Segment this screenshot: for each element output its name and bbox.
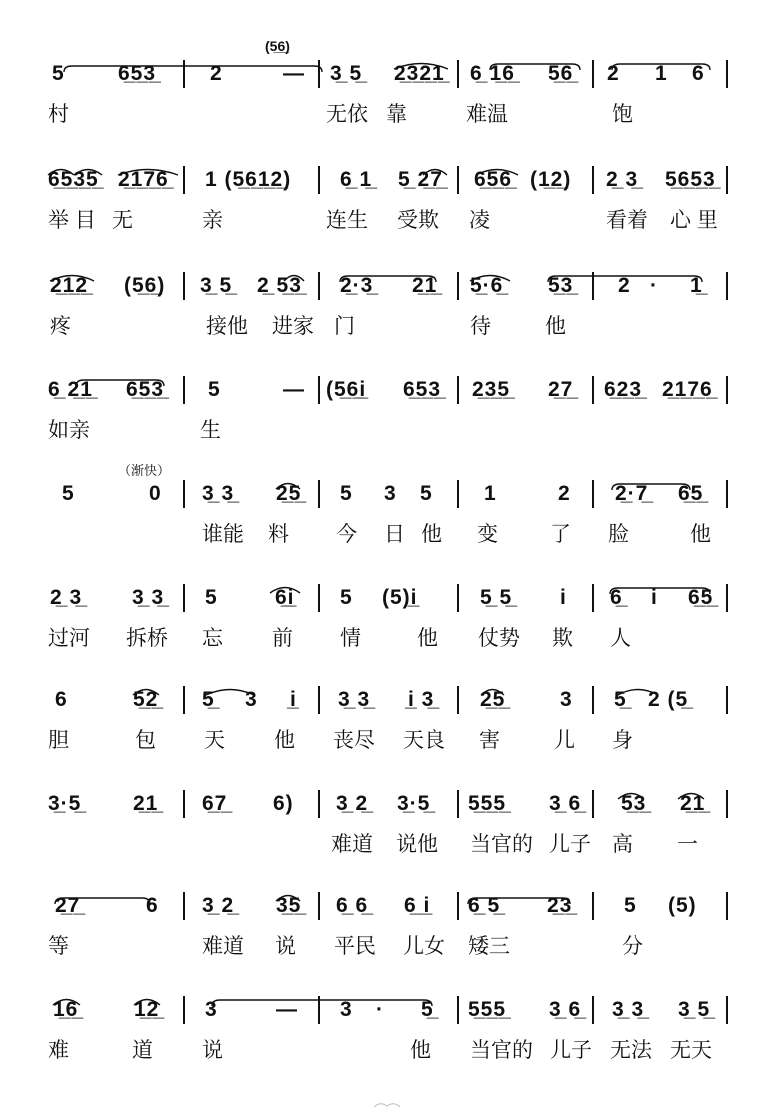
lyric-syllable: 他 bbox=[274, 729, 295, 752]
note-group: 6̲ 1̲ bbox=[340, 168, 373, 191]
lyric-row bbox=[0, 416, 772, 452]
barline bbox=[457, 686, 459, 714]
note-group: 6̲ i̲ bbox=[404, 894, 431, 917]
score-system bbox=[0, 356, 772, 462]
barline bbox=[183, 166, 185, 194]
note-group: 5 bbox=[62, 482, 75, 505]
note-group: — bbox=[283, 378, 305, 401]
lyric-syllable: 凌 bbox=[469, 209, 490, 232]
barline bbox=[592, 480, 594, 508]
note-group: 5 bbox=[340, 482, 353, 505]
note-group: 5̲6̲5̲3̲ bbox=[665, 168, 716, 191]
tempo-marking: （渐快） bbox=[118, 463, 171, 478]
barline bbox=[318, 480, 320, 508]
lyric-syllable: 受欺 bbox=[397, 209, 439, 232]
note-group: 3 bbox=[205, 998, 218, 1021]
page-footer-ornament bbox=[372, 1100, 402, 1110]
barline bbox=[183, 480, 185, 508]
lyric-syllable: 村 bbox=[48, 103, 69, 126]
note-group: 1 bbox=[484, 482, 497, 505]
barline bbox=[183, 790, 185, 818]
barline bbox=[457, 480, 459, 508]
note-group: 6̲5̲3̲ bbox=[118, 62, 157, 85]
barline bbox=[457, 996, 459, 1024]
lyric-syllable: 他 bbox=[421, 523, 442, 546]
lyric-syllable: 生 bbox=[200, 419, 221, 442]
note-group: 2 (5̲ bbox=[648, 688, 689, 711]
lyric-syllable: 儿子 bbox=[549, 833, 591, 856]
lyric-syllable: 无依 bbox=[326, 103, 368, 126]
lyric-syllable: 接他 bbox=[206, 315, 248, 338]
barline bbox=[318, 584, 320, 612]
barline bbox=[457, 790, 459, 818]
lyric-syllable: 难道 bbox=[202, 935, 244, 958]
note-group: 6̲ 1̲6̲ bbox=[470, 62, 515, 85]
lyric-syllable: 分 bbox=[622, 935, 643, 958]
lyric-syllable: 矮三 bbox=[468, 935, 510, 958]
lyric-syllable: 儿子 bbox=[550, 1039, 592, 1062]
lyric-syllable: 难道 bbox=[331, 833, 373, 856]
lyric-syllable: 身 bbox=[612, 729, 633, 752]
barline bbox=[318, 166, 320, 194]
note-group: 5̲ bbox=[614, 688, 627, 711]
barline bbox=[318, 686, 320, 714]
lyric-syllable: 当官的 bbox=[470, 1039, 533, 1062]
barline bbox=[592, 584, 594, 612]
notation-row bbox=[0, 976, 772, 1036]
note-group: 5 bbox=[340, 586, 353, 609]
notation-row bbox=[0, 40, 772, 100]
note-group: 6 bbox=[146, 894, 159, 917]
lyric-syllable: 忘 bbox=[202, 627, 223, 650]
notation-row bbox=[0, 356, 772, 416]
lyric-syllable: 日 bbox=[384, 523, 405, 546]
note-group: 3̲ 5̲ bbox=[200, 274, 233, 297]
lyric-syllable: 欺 bbox=[552, 627, 573, 650]
note-group: 2̲·7̲ bbox=[615, 482, 649, 505]
lyric-syllable: 进家 bbox=[272, 315, 314, 338]
barline bbox=[592, 892, 594, 920]
barline bbox=[183, 60, 185, 88]
note-group: 3̲ 6̲ bbox=[549, 792, 582, 815]
note-group: (5)i̲ bbox=[382, 586, 418, 609]
score-system bbox=[0, 252, 772, 358]
barline bbox=[318, 376, 320, 404]
note-group: 2̲ 3̲ bbox=[50, 586, 83, 609]
barline bbox=[726, 686, 728, 714]
note-group: 5 bbox=[420, 482, 433, 505]
barline bbox=[592, 272, 594, 300]
score-system bbox=[0, 770, 772, 876]
note-group: 3̲ 5̲ bbox=[330, 62, 363, 85]
note-group: 6̲5̲ bbox=[688, 586, 714, 609]
barline bbox=[183, 892, 185, 920]
note-group: 5 bbox=[52, 62, 65, 85]
lyric-syllable: 前 bbox=[272, 627, 293, 650]
note-group: 2̲7̲ bbox=[55, 894, 81, 917]
note-group: (5̲6̲i̲ bbox=[326, 378, 367, 401]
lyric-row bbox=[0, 100, 772, 136]
note-group: 6̲2̲3̲ bbox=[604, 378, 643, 401]
note-group: 3̲ 3̲ bbox=[338, 688, 371, 711]
note-group: 2̲1̲2̲ bbox=[50, 274, 89, 297]
note-group: (1̲2̲) bbox=[530, 168, 572, 191]
note-group: 6̲5̲3̲ bbox=[126, 378, 165, 401]
lyric-syllable: 天 bbox=[204, 729, 225, 752]
lyric-row bbox=[0, 312, 772, 348]
lyric-row bbox=[0, 520, 772, 556]
note-group: 3̲·5̲ bbox=[48, 792, 82, 815]
note-group: 6̲5̲3̲ bbox=[403, 378, 442, 401]
note-group: 5̲5̲5̲ bbox=[468, 792, 507, 815]
note-group: 2 bbox=[210, 62, 223, 85]
grace-notes: (5̲6̲) bbox=[265, 38, 290, 54]
lyric-syllable: 了 bbox=[550, 523, 571, 546]
score-system bbox=[0, 460, 772, 566]
barline bbox=[592, 376, 594, 404]
lyric-syllable: 无法 bbox=[610, 1039, 652, 1062]
lyric-syllable: 包 bbox=[135, 729, 156, 752]
slur-layer bbox=[0, 146, 772, 206]
note-group: 2̲5̲ bbox=[480, 688, 506, 711]
note-group: 3̲ 2̲ bbox=[336, 792, 369, 815]
lyric-syllable: 料 bbox=[268, 523, 289, 546]
lyric-syllable: 说他 bbox=[396, 833, 438, 856]
barline bbox=[726, 790, 728, 818]
note-group: 2̲ 3̲ bbox=[606, 168, 639, 191]
score-system bbox=[0, 872, 772, 978]
note-group: 5̲ 5̲ bbox=[480, 586, 513, 609]
note-group: 5̲2̲ bbox=[133, 688, 159, 711]
lyric-syllable: 害 bbox=[479, 729, 500, 752]
note-group: 2̲3̲ bbox=[547, 894, 573, 917]
lyric-syllable: 拆桥 bbox=[126, 627, 168, 650]
score-system bbox=[0, 146, 772, 252]
lyric-syllable: 仗势 bbox=[478, 627, 520, 650]
lyric-row bbox=[0, 624, 772, 660]
note-group: 5̲ 2̲7̲ bbox=[398, 168, 443, 191]
note-group: 2 bbox=[618, 274, 631, 297]
notation-row bbox=[0, 564, 772, 624]
barline bbox=[318, 790, 320, 818]
note-group: 5̲3̲ bbox=[621, 792, 647, 815]
lyric-syllable: 看着 bbox=[606, 209, 648, 232]
note-group: 2̲·3̲ bbox=[340, 274, 374, 297]
note-group: 5̲ bbox=[202, 688, 215, 711]
lyric-syllable: 无 bbox=[112, 209, 133, 232]
note-group: — bbox=[283, 62, 305, 85]
barline bbox=[457, 376, 459, 404]
slur-layer bbox=[0, 976, 772, 1036]
barline bbox=[726, 892, 728, 920]
notation-row bbox=[0, 666, 772, 726]
barline bbox=[726, 376, 728, 404]
note-group: 3̲5̲ bbox=[276, 894, 302, 917]
lyric-syllable: 说 bbox=[202, 1039, 223, 1062]
score-system bbox=[0, 40, 772, 146]
note-group: 6̲ bbox=[610, 586, 623, 609]
note-group: 2̲1̲7̲6̲ bbox=[662, 378, 713, 401]
lyric-syllable: 儿 bbox=[554, 729, 575, 752]
lyric-syllable: 等 bbox=[48, 935, 69, 958]
lyric-syllable: 说 bbox=[275, 935, 296, 958]
score-system bbox=[0, 564, 772, 670]
note-group: 3 bbox=[384, 482, 397, 505]
note-group: (5̲6̲) bbox=[124, 274, 166, 297]
lyric-syllable: 连生 bbox=[326, 209, 368, 232]
note-group: 6̲5̲ bbox=[678, 482, 704, 505]
lyric-syllable: 疼 bbox=[50, 315, 71, 338]
barline bbox=[592, 166, 594, 194]
barline bbox=[457, 584, 459, 612]
barline bbox=[726, 272, 728, 300]
lyric-syllable: 丧尽 bbox=[333, 729, 375, 752]
notation-row bbox=[0, 460, 772, 520]
note-group: 3 bbox=[245, 688, 258, 711]
lyric-row bbox=[0, 1036, 772, 1072]
note-group: 6̲ 5̲ bbox=[468, 894, 501, 917]
note-group: — bbox=[276, 998, 298, 1021]
lyric-syllable: 无天 bbox=[670, 1039, 712, 1062]
note-group: i bbox=[651, 586, 658, 609]
note-group: 2̲3̲5̲ bbox=[472, 378, 511, 401]
barline bbox=[183, 376, 185, 404]
lyric-syllable: 今 bbox=[336, 523, 357, 546]
notation-row bbox=[0, 252, 772, 312]
note-group: 6 bbox=[692, 62, 705, 85]
note-group: 5̲3̲ bbox=[548, 274, 574, 297]
note-group: i̲ 3̲ bbox=[408, 688, 435, 711]
lyric-syllable: 他 bbox=[417, 627, 438, 650]
note-group: 3̲ 6̲ bbox=[549, 998, 582, 1021]
lyric-syllable: 待 bbox=[470, 315, 491, 338]
notation-row bbox=[0, 770, 772, 830]
note-group: i bbox=[560, 586, 567, 609]
lyric-syllable: 难温 bbox=[466, 103, 508, 126]
lyric-syllable: 变 bbox=[477, 523, 498, 546]
note-group: 2 bbox=[607, 62, 620, 85]
barline bbox=[457, 60, 459, 88]
lyric-syllable: 难 bbox=[48, 1039, 69, 1062]
score-system bbox=[0, 666, 772, 772]
note-group: 2̲1̲7̲6̲ bbox=[118, 168, 169, 191]
barline bbox=[318, 996, 320, 1024]
barline bbox=[183, 584, 185, 612]
note-group: 0 bbox=[149, 482, 162, 505]
notation-row bbox=[0, 872, 772, 932]
slur-mark bbox=[212, 1000, 432, 1006]
lyric-syllable: 胆 bbox=[48, 729, 69, 752]
note-group: 3̲ 3̲ bbox=[202, 482, 235, 505]
lyric-syllable: 谁能 bbox=[202, 523, 244, 546]
note-group: 2̲7̲ bbox=[548, 378, 574, 401]
note-group: 5̲ bbox=[421, 998, 434, 1021]
lyric-syllable: 门 bbox=[334, 315, 355, 338]
lyric-syllable: 平民 bbox=[334, 935, 376, 958]
barline bbox=[592, 60, 594, 88]
note-group: 5 bbox=[624, 894, 637, 917]
note-group: 3̲ 2̲ bbox=[202, 894, 235, 917]
note-group: 5̲5̲5̲ bbox=[468, 998, 507, 1021]
note-group: 2̲1̲ bbox=[680, 792, 706, 815]
note-group: 6̲5̲6̲ bbox=[474, 168, 513, 191]
slur-layer bbox=[0, 872, 772, 932]
lyric-syllable: 举 目 bbox=[48, 209, 96, 232]
note-group: 6 bbox=[55, 688, 68, 711]
barline bbox=[457, 166, 459, 194]
note-group: 2̲5̲ bbox=[276, 482, 302, 505]
note-group: 5 bbox=[208, 378, 221, 401]
note-group: 3̲ 5̲ bbox=[678, 998, 711, 1021]
note-group: 1̲ bbox=[690, 274, 703, 297]
lyric-syllable: 饱 bbox=[612, 103, 633, 126]
barline bbox=[457, 272, 459, 300]
note-group: 1̲6̲ bbox=[53, 998, 79, 1021]
note-group: 5 bbox=[205, 586, 218, 609]
lyric-row bbox=[0, 206, 772, 242]
barline bbox=[318, 892, 320, 920]
lyric-syllable: 当官的 bbox=[470, 833, 533, 856]
lyric-syllable: 儿女 bbox=[403, 935, 445, 958]
barline bbox=[726, 60, 728, 88]
note-group: 6̲ 2̲1̲ bbox=[48, 378, 93, 401]
note-group: (5) bbox=[668, 894, 697, 917]
barline bbox=[726, 480, 728, 508]
barline bbox=[318, 272, 320, 300]
lyric-syllable: 如亲 bbox=[48, 419, 90, 442]
note-group: 3 bbox=[340, 998, 353, 1021]
note-group: 2̲3̲2̲1̲ bbox=[394, 62, 445, 85]
note-group: 2̲ 5̲3̲ bbox=[257, 274, 302, 297]
note-group: 6̲5̲3̲5̲ bbox=[48, 168, 99, 191]
barline bbox=[592, 790, 594, 818]
score-system bbox=[0, 976, 772, 1082]
note-group: 6̲i̲ bbox=[275, 586, 295, 609]
lyric-syllable: 心 里 bbox=[670, 209, 718, 232]
note-group: 3̲ 3̲ bbox=[132, 586, 165, 609]
lyric-syllable: 亲 bbox=[202, 209, 223, 232]
barline bbox=[457, 892, 459, 920]
note-group: 5̲·6̲ bbox=[470, 274, 504, 297]
lyric-syllable: 他 bbox=[545, 315, 566, 338]
barline bbox=[592, 686, 594, 714]
lyric-syllable: 道 bbox=[132, 1039, 153, 1062]
note-group: · bbox=[650, 274, 658, 297]
note-group: 5̲6̲ bbox=[548, 62, 574, 85]
note-group: i̲ bbox=[290, 688, 297, 711]
lyric-syllable: 他 bbox=[690, 523, 711, 546]
lyric-syllable: 天良 bbox=[403, 729, 445, 752]
notation-row bbox=[0, 146, 772, 206]
lyric-syllable: 靠 bbox=[386, 103, 407, 126]
note-group: 2̲1̲ bbox=[412, 274, 438, 297]
lyric-syllable: 他 bbox=[410, 1039, 431, 1062]
barline bbox=[183, 996, 185, 1024]
note-group: 1 bbox=[655, 62, 668, 85]
note-group: 6) bbox=[273, 792, 294, 815]
note-group: 6̲ 6̲ bbox=[336, 894, 369, 917]
note-group: 2̲1̲ bbox=[133, 792, 159, 815]
barline bbox=[592, 996, 594, 1024]
barline bbox=[726, 996, 728, 1024]
note-group: 2 bbox=[558, 482, 571, 505]
note-group: · bbox=[376, 998, 384, 1021]
note-group: 3̲ 3̲ bbox=[612, 998, 645, 1021]
lyric-syllable: 人 bbox=[610, 627, 631, 650]
lyric-syllable: 情 bbox=[340, 627, 361, 650]
note-group: 1̲2̲ bbox=[134, 998, 160, 1021]
barline bbox=[183, 272, 185, 300]
lyric-syllable: 一 bbox=[677, 833, 698, 856]
lyric-row bbox=[0, 726, 772, 762]
note-group: 6̲7̲ bbox=[202, 792, 228, 815]
barline bbox=[318, 60, 320, 88]
lyric-row bbox=[0, 830, 772, 866]
barline bbox=[726, 584, 728, 612]
note-group: 3 bbox=[560, 688, 573, 711]
note-group: 1 (5̲6̲1̲2̲) bbox=[205, 168, 292, 191]
lyric-syllable: 高 bbox=[612, 833, 633, 856]
barline bbox=[183, 686, 185, 714]
barline bbox=[726, 166, 728, 194]
slur-layer bbox=[0, 356, 772, 416]
lyric-syllable: 脸 bbox=[608, 523, 629, 546]
lyric-row bbox=[0, 932, 772, 968]
lyric-syllable: 过河 bbox=[48, 627, 90, 650]
slur-layer bbox=[0, 770, 772, 830]
note-group: 3̲·5̲ bbox=[397, 792, 431, 815]
